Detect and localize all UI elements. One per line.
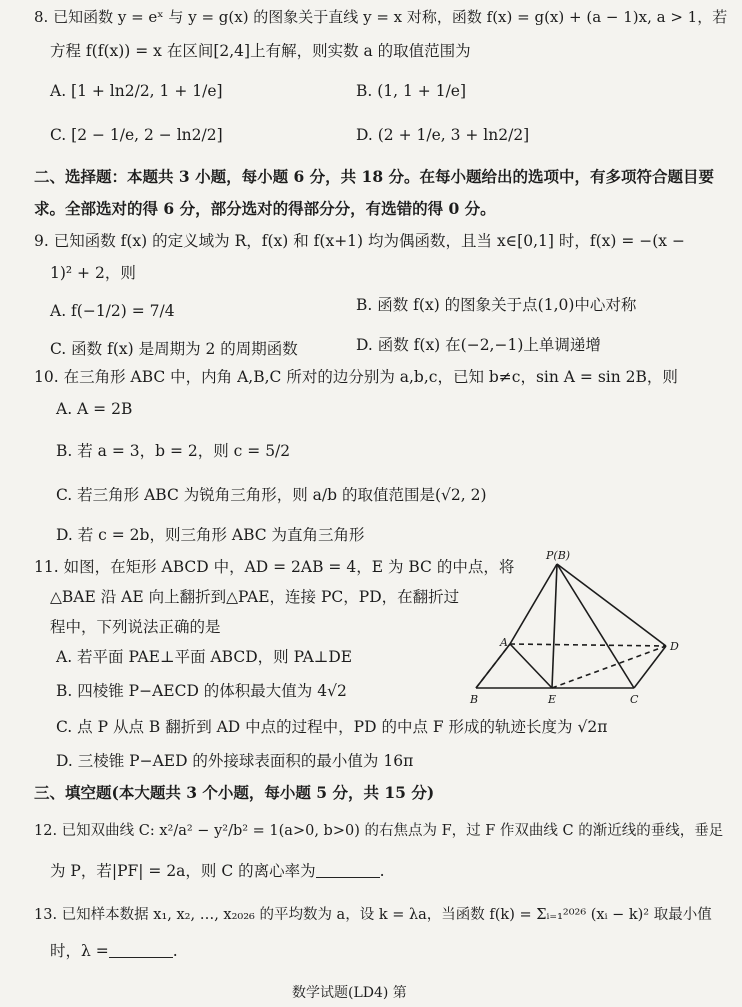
q10-option-b: B. 若 a = 3，b = 2，则 c = 5/2	[56, 442, 291, 460]
edge-pc	[557, 564, 634, 688]
q8-stem-line1: 8. 已知函数 y = eˣ 与 y = g(x) 的图象关于直线 y = x 对称，函数 f(x) = g(x) + (a − 1)x, a > 1，若	[34, 8, 728, 26]
q13-answer-blank[interactable]	[109, 943, 173, 958]
page-footer: 数学试题(LD4) 第	[292, 985, 407, 1001]
q12-stem-text: 为 P，若|PF| = 2a，则 C 的离心率为	[50, 862, 316, 880]
q11-option-d: D. 三棱锥 P−AED 的外接球表面积的最小值为 16π	[56, 752, 414, 770]
q11-option-b: B. 四棱锥 P−AECD 的体积最大值为 4√2	[56, 682, 347, 700]
q12-stem-line2	[50, 860, 385, 882]
edge-pa	[510, 564, 557, 644]
edge-ae	[510, 644, 552, 688]
q11-stem-line2: △BAE 沿 AE 向上翻折到△PAE，连接 PC，PD，在翻折过	[50, 588, 460, 606]
edge-pe	[552, 564, 557, 688]
label-a: A	[500, 636, 508, 649]
q13-stem-line2	[50, 940, 178, 962]
q13-period: .	[172, 942, 178, 960]
label-c: C	[630, 693, 639, 706]
label-d: D	[670, 640, 679, 653]
q9-option-b: B. 函数 f(x) 的图象关于点(1,0)中心对称	[356, 296, 637, 314]
q9-option-d: D. 函数 f(x) 在(−2,−1)上单调递增	[356, 336, 601, 354]
q11-stem-line1: 11. 如图，在矩形 ABCD 中，AD = 2AB = 4，E 为 BC 的中点，将	[34, 558, 515, 576]
q10-option-c: C. 若三角形 ABC 为锐角三角形，则 a/b 的取值范围是(√2, 2)	[56, 486, 487, 504]
q10-option-a: A. A = 2B	[56, 400, 133, 418]
q11-pyramid-figure	[466, 548, 718, 708]
section-2-heading-line2: 求。全部选对的得 6 分，部分选对的得部分分，有选错的得 0 分。	[34, 199, 496, 218]
label-b: B	[470, 693, 479, 706]
q8-option-c: C. [2 − 1/e, 2 − ln2/2]	[50, 126, 223, 144]
section-2-heading-line1: 二、选择题：本题共 3 小题，每小题 6 分，共 18 分。在每小题给出的选项中，有多项符合题目要	[34, 167, 715, 186]
q8-option-b: B. (1, 1 + 1/e]	[356, 82, 467, 100]
q13-stem-text: 时，λ =	[50, 942, 109, 960]
section-3-heading: 三、填空题(本大题共 3 个小题，每小题 5 分，共 15 分)	[34, 783, 435, 802]
q11-option-c: C. 点 P 从点 B 翻折到 AD 中点的过程中，PD 的中点 F 形成的轨迹长度为 √2π	[56, 718, 608, 736]
label-e: E	[548, 693, 557, 706]
q9-option-c: C. 函数 f(x) 是周期为 2 的周期函数	[50, 340, 298, 358]
q13-stem-line1: 13. 已知样本数据 x₁, x₂, …, x₂₀₂₆ 的平均数为 a，设 k = λa，当函数 f(k) = Σᵢ₌₁²⁰²⁶ (xᵢ − k)² 取最小值	[34, 907, 712, 923]
edge-pd	[557, 564, 666, 646]
q10-stem: 10. 在三角形 ABC 中，内角 A,B,C 所对的边分别为 a,b,c，已知 b≠c，sin A = sin 2B，则	[34, 368, 678, 386]
q12-period: .	[379, 862, 385, 880]
label-p: P(B)	[546, 549, 571, 562]
edge-cd	[634, 646, 666, 688]
q9-stem-line1: 9. 已知函数 f(x) 的定义域为 R，f(x) 和 f(x+1) 均为偶函数，且当 x∈[0,1] 时，f(x) = −(x −	[34, 232, 685, 250]
q8-option-d: D. (2 + 1/e, 3 + ln2/2]	[356, 126, 530, 144]
q8-option-a: A. [1 + ln2/2, 1 + 1/e]	[50, 82, 223, 100]
q10-option-d: D. 若 c = 2b，则三角形 ABC 为直角三角形	[56, 526, 365, 544]
q8-stem-line2: 方程 f(f(x)) = x 在区间[2,4]上有解，则实数 a 的取值范围为	[50, 42, 471, 60]
edge-ed-hidden	[552, 646, 666, 688]
q12-answer-blank[interactable]	[316, 863, 380, 878]
q11-stem-line3: 程中，下列说法正确的是	[50, 618, 221, 636]
q9-stem-line2: 1)² + 2，则	[50, 264, 136, 282]
edge-ad-hidden	[510, 644, 666, 646]
q11-option-a: A. 若平面 PAE⊥平面 ABCD，则 PA⊥DE	[56, 648, 353, 666]
q9-option-a: A. f(−1/2) = 7/4	[50, 302, 175, 320]
q12-stem-line1: 12. 已知双曲线 C: x²/a² − y²/b² = 1(a>0, b>0) 的右焦点为 F，过 F 作双曲线 C 的渐近线的垂线，垂足	[34, 823, 724, 839]
